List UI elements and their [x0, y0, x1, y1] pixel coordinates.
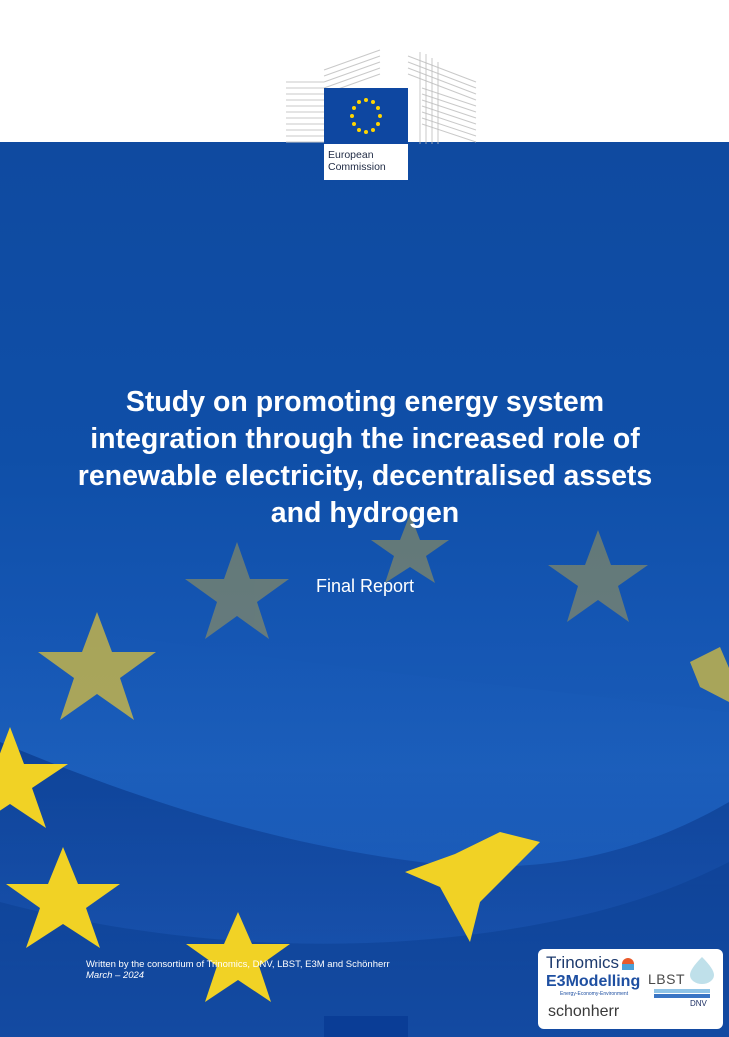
e3modelling-tagline: Energy-Economy-Environment [560, 991, 629, 997]
lbst-logo: LBST [648, 971, 686, 987]
logo-text [328, 149, 408, 173]
credit-text: Written by the consortium of Trinomics, DNV, LBST, E3M and Schönherr [86, 959, 390, 970]
logo-line2: Commission [328, 161, 386, 173]
dnv-bar-icon [654, 989, 710, 999]
logo-line1: European [328, 149, 374, 161]
trinomics-mark-icon [620, 957, 636, 971]
report-title: Study on promoting energy system integration through the increased role of renewable electricity, decentralised assets and hydrogen [77, 386, 653, 529]
trinomics-logo: Trinomics [546, 953, 620, 972]
european-commission-logo[interactable] [284, 48, 480, 180]
report-subtitle: Final Report [315, 576, 415, 596]
e3modelling-logo: E3Modelling [546, 973, 641, 990]
schonherr-logo: schonherr [548, 1003, 620, 1020]
dnv-logo: DNV [690, 999, 707, 1008]
partner-logos [538, 949, 723, 1029]
consortium-credit [86, 959, 390, 981]
bottom-tab [324, 1016, 408, 1037]
lbst-drop-icon [688, 955, 716, 985]
report-date: March – 2024 [86, 970, 145, 981]
